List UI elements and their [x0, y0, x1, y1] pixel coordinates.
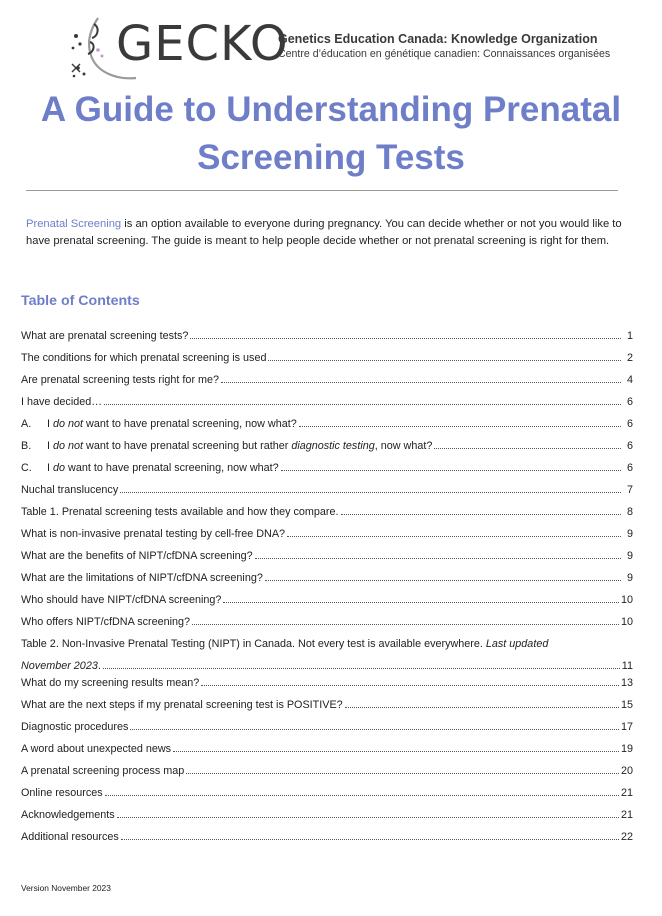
toc-entry-text: What are the limitations of NIPT/cfDNA screening?: [21, 572, 263, 584]
version-footer: Version November 2023: [21, 883, 111, 893]
toc-heading: Table of Contents: [21, 293, 140, 309]
toc-dot-leader: [299, 425, 621, 427]
toc-dot-leader: [223, 601, 619, 603]
intro-text: is an option available to everyone during pregnancy. You can decide whether or not you would like to have prenatal screening. The guide is meant to help people decide whether or not prenatal screening is right for them.: [26, 218, 622, 247]
toc-page-number: 15: [620, 699, 633, 711]
toc-entry-text: Last updated: [485, 638, 549, 650]
toc-entry[interactable]: [21, 721, 633, 743]
toc-dot-leader: [287, 535, 621, 537]
toc-entry[interactable]: [21, 440, 633, 462]
logo-name-en: Genetics Education Canada: Knowledge Organization: [278, 32, 598, 46]
toc-page-number: 6: [626, 462, 633, 474]
toc-entry-text: Table 2. Non-Invasive Prenatal Testing (NIPT) in Canada. Not every test is available everywhere.: [21, 638, 486, 650]
toc-entry-letter: B.: [21, 440, 32, 452]
toc-dot-leader: [434, 447, 621, 449]
table-of-contents: [21, 330, 633, 853]
toc-page-number: 4: [626, 374, 633, 386]
toc-dot-leader: [341, 513, 622, 515]
logo-name-fr: Centre d’éducation en génétique canadien: Connaissances organisées: [278, 48, 611, 60]
toc-entry-text: What is non-invasive prenatal testing by cell-free DNA?: [21, 528, 286, 540]
toc-page-number: 21: [620, 787, 633, 799]
title-line-1: A Guide to Understanding Prenatal: [40, 90, 622, 129]
toc-entry[interactable]: [21, 638, 633, 677]
toc-entry[interactable]: [21, 765, 633, 787]
toc-entry-text: Diagnostic procedures: [21, 721, 129, 733]
toc-page-number: 8: [626, 506, 633, 518]
toc-entry[interactable]: [21, 572, 633, 594]
toc-entry-text: Who offers NIPT/cfDNA screening?: [21, 616, 191, 628]
toc-entry[interactable]: [21, 699, 633, 721]
toc-page-number: 1: [626, 330, 633, 342]
toc-entry[interactable]: [21, 787, 633, 809]
toc-entry[interactable]: [21, 352, 633, 374]
toc-entry[interactable]: [21, 330, 633, 352]
title-line-2: Screening Tests: [197, 138, 465, 177]
toc-page-number: 7: [626, 484, 633, 496]
toc-entry-text: I: [47, 418, 53, 430]
toc-entry-letter: A.: [21, 418, 32, 430]
toc-page-number: 11: [621, 660, 633, 672]
toc-entry-text: What are prenatal screening tests?: [21, 330, 189, 342]
toc-entry-text: Are prenatal screening tests right for me?: [21, 374, 220, 386]
toc-entry[interactable]: [21, 396, 633, 418]
toc-page-number: 6: [626, 396, 633, 408]
toc-entry-text: want to have prenatal screening but rather: [83, 440, 292, 452]
toc-entry-text: , now what?: [374, 440, 433, 452]
toc-entry-text: I: [47, 440, 53, 452]
toc-entry-text: A word about unexpected news: [21, 743, 172, 755]
toc-dot-leader: [265, 579, 621, 581]
page-title: [0, 86, 662, 182]
toc-entry[interactable]: [21, 743, 633, 765]
toc-page-number: 19: [620, 743, 633, 755]
toc-entry-text: What do my screening results mean?: [21, 677, 200, 689]
toc-entry-text: Nuchal translucency: [21, 484, 119, 496]
toc-entry-letter: C.: [21, 462, 32, 474]
toc-entry[interactable]: [21, 374, 633, 396]
toc-dot-leader: [192, 623, 619, 625]
toc-page-number: 9: [626, 550, 633, 562]
title-divider: [26, 190, 618, 191]
toc-page-number: 17: [620, 721, 633, 733]
toc-dot-leader: [173, 750, 619, 752]
toc-entry-text: want to have prenatal screening, now what?: [65, 462, 279, 474]
toc-entry-text: Online resources: [21, 787, 103, 799]
toc-dot-leader: [121, 838, 619, 840]
toc-entry[interactable]: [21, 550, 633, 572]
toc-dot-leader: [190, 337, 621, 339]
toc-entry-text: I: [47, 462, 53, 474]
toc-page-number: 22: [620, 831, 633, 843]
toc-entry-text: do not: [53, 440, 84, 452]
toc-dot-leader: [281, 469, 621, 471]
toc-entry[interactable]: [21, 484, 633, 506]
toc-entry-text: Acknowledgements: [21, 809, 115, 821]
toc-dot-leader: [120, 491, 621, 493]
toc-entry-text: Who should have NIPT/cfDNA screening?: [21, 594, 222, 606]
intro-paragraph: [26, 216, 648, 250]
toc-entry[interactable]: [21, 616, 633, 638]
toc-entry[interactable]: [21, 528, 633, 550]
toc-page-number: 10: [620, 594, 633, 606]
toc-entry-text: do: [53, 462, 66, 474]
toc-entry-text: Additional resources: [21, 831, 119, 843]
toc-dot-leader: [345, 706, 619, 708]
toc-entry[interactable]: [21, 506, 633, 528]
toc-entry-text: The conditions for which prenatal screening is used: [21, 352, 267, 364]
gecko-logo: [64, 14, 624, 86]
toc-entry-text: What are the next steps if my prenatal screening test is POSITIVE?: [21, 699, 343, 711]
toc-page-number: 10: [620, 616, 633, 628]
toc-entry[interactable]: [21, 418, 633, 440]
toc-page-number: 21: [620, 809, 633, 821]
toc-page-number: 2: [626, 352, 633, 364]
toc-dot-leader: [103, 667, 620, 669]
toc-dot-leader: [221, 381, 621, 383]
toc-entry[interactable]: [21, 462, 633, 484]
toc-dot-leader: [105, 794, 619, 796]
toc-dot-leader: [104, 403, 621, 405]
logo-wordmark: GECKO: [116, 16, 289, 72]
toc-page-number: 6: [626, 418, 633, 430]
toc-entry[interactable]: [21, 677, 633, 699]
toc-entry-text: November 2023: [21, 660, 98, 672]
toc-page-number: 20: [620, 765, 633, 777]
intro-highlight-link[interactable]: Prenatal Screening: [26, 218, 122, 230]
toc-entry[interactable]: [21, 831, 633, 853]
toc-dot-leader: [201, 684, 619, 686]
toc-entry-text: .: [97, 660, 101, 672]
toc-entry[interactable]: [21, 594, 633, 616]
toc-page-number: 6: [626, 440, 633, 452]
toc-page-number: 13: [620, 677, 633, 689]
toc-entry[interactable]: [21, 809, 633, 831]
toc-entry-text: I have decided…: [21, 396, 103, 408]
toc-entry-text: What are the benefits of NIPT/cfDNA screening?: [21, 550, 253, 562]
toc-dot-leader: [130, 728, 619, 730]
toc-dot-leader: [186, 772, 619, 774]
toc-entry-text: do not: [53, 418, 84, 430]
toc-page-number: 9: [626, 572, 633, 584]
toc-entry-text: A prenatal screening process map: [21, 765, 185, 777]
toc-entry-text: want to have prenatal screening, now what?: [83, 418, 297, 430]
toc-page-number: 9: [626, 528, 633, 540]
toc-dot-leader: [255, 557, 621, 559]
toc-dot-leader: [268, 359, 621, 361]
toc-entry-text: Table 1. Prenatal screening tests available and how they compare.: [21, 506, 339, 518]
toc-entry-text: diagnostic testing: [291, 440, 375, 452]
toc-dot-leader: [117, 816, 619, 818]
